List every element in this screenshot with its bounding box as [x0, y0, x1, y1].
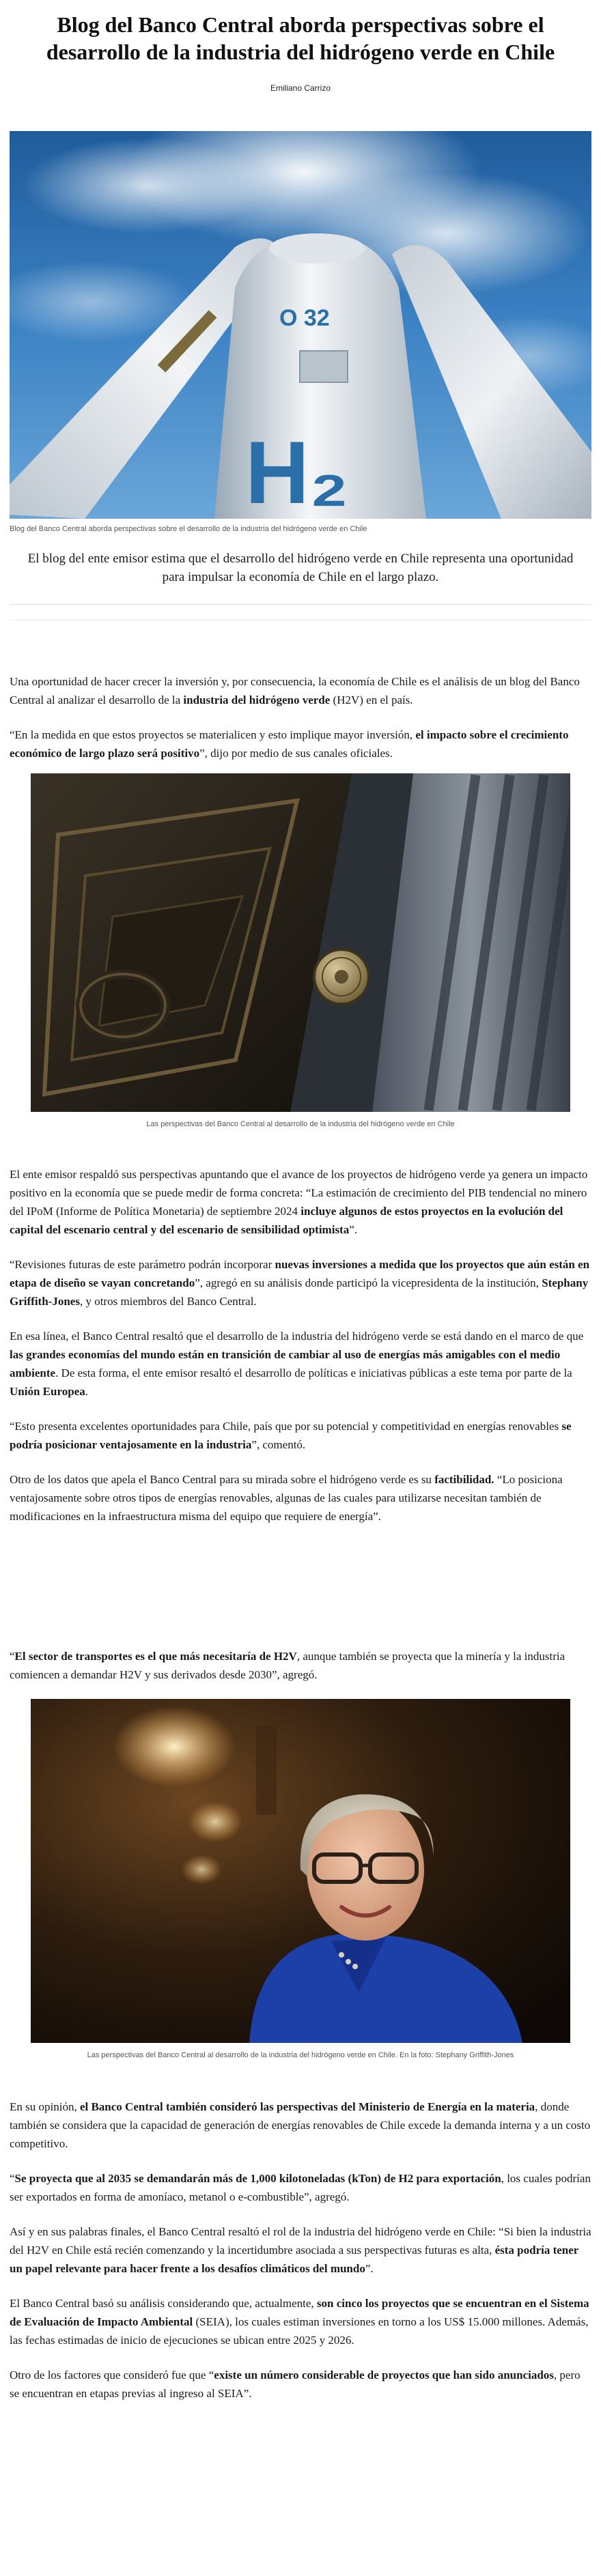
- paragraph-13: Otro de los factores que consideró fue que “existe un número considerable de proyectos que han sido anunciados, pero se encuentran en etapas previas al ingreso al SEIA”.: [10, 2369, 581, 2400]
- photo1-caption: Las perspectivas del Banco Central al desarrollo de la industria del hidrógeno verde en Chile: [146, 1120, 455, 1128]
- paragraph-4: “Revisiones futuras de este parámetro podrán incorporar nuevas inversiones a medida que los proyectos que aún están en etapa de diseño se vayan concretando”, agregó en su análisis donde participó la vicepresidenta de la institución, Stephany Griffith-Jones, y otros miembros del Banco Central.: [10, 1258, 590, 1308]
- tank-h2-label: H₂: [245, 423, 349, 519]
- article-body: [0, 672, 601, 2403]
- paragraph-12: El Banco Central basó su análisis considerando que, actualmente, son cinco los proyectos que se encuentran en el Sistema de Evaluación de Impacto Ambiental (SEIA), los cuales estiman inversiones en torno a los US$ 15.000 millones. Además, las fechas estimadas de inicio de ejecuciones se ubican entre 2025 y 2026.: [10, 2297, 589, 2347]
- paragraph-10: “Se proyecta que al 2035 se demandarán más de 1,000 kilotoneladas (kTon) de H2 para exportación, los cuales podrían ser exportados en forma de amoníaco, metanol o e-combustible”, agregó.: [10, 2172, 591, 2203]
- photo2-caption: Las perspectivas del Banco Central al desarrollo de la industria del hidrógeno verde en Chile. En la foto: Stephany Griffith-Jones: [87, 2051, 514, 2059]
- hero-caption: Blog del Banco Central aborda perspectivas sobre el desarrollo de la industria del hidrógeno verde en Chile: [10, 525, 367, 533]
- bank-door-illustration: [31, 773, 570, 1112]
- paragraph-7: Otro de los datos que apela el Banco Central para su mirada sobre el hidrógeno verde es su factibilidad. “Lo posiciona ventajosamente sobre otros tipos de energías renovables, algunas de las cuales para utilizarse necesitan también de modificaciones en la infraestructura misma del equipo que requiere de energía”.: [10, 1473, 563, 1523]
- article-author: Emiliano Carrizo: [270, 83, 331, 93]
- paragraph-2: “En la medida en que estos proyectos se materialicen y esto implique mayor inversión, el impacto sobre el crecimiento económico de largo plazo será positivo”, dijo por medio de sus canales oficiales.: [10, 728, 569, 760]
- paragraph-3: El ente emisor respaldó sus perspectivas apuntando que el avance de los proyectos de hidrógeno verde ya genera un impacto positivo en la economía que se puede medir de forma concreta: “La estimación de crecimiento del PIB tendencial no minero del IPoM (Informe de Política Monetaria) de septiembre 2024 incluye algunos de estos proyectos en la evolución del capital del escenario central y del escenario de sensibilidad optimista”.: [10, 1168, 588, 1236]
- hero-image-hydrogen-tanks: [10, 131, 591, 519]
- paragraph-8: “El sector de transportes es el que más necesitaría de H2V, aunque también se proyecta que la minería y la industria comiencen a demandar H2V y sus derivados desde 2030”, agregó.: [10, 1650, 565, 1681]
- paragraph-9: En su opinión, el Banco Central también consideró las perspectivas del Ministerio de Energía en la materia, donde también se considera que la capacidad de generación de energías renovables de Chile excede la demanda interna y a un costo competitivo.: [10, 2100, 591, 2150]
- photo-portrait: [31, 1699, 570, 2043]
- paragraph-1: Una oportunidad de hacer crecer la inversión y, por consecuencia, la economía de Chile es el análisis de un blog del Banco Central al analizar el desarrollo de la industria del hidrógeno verde (H2V) en el país.: [10, 675, 580, 706]
- paragraph-11: Así y en sus palabras finales, el Banco Central resaltó el rol de la industria del hidrógeno verde en Chile: “Si bien la industria del H2V en Chile está recién comenzando y la incertidumbre asociada a sus perspectivas futuras es alta, ésta podría tener un papel relevante para hacer frente a los desafíos climáticos del mundo”.: [10, 2225, 591, 2275]
- photo-bank-door: [31, 773, 570, 1112]
- divider: [10, 604, 591, 605]
- portrait-illustration: [31, 1699, 570, 2043]
- hydrogen-tanks-illustration: [10, 131, 591, 519]
- article-lead: El blog del ente emisor estima que el desarrollo del hidrógeno verde en Chile representa una oportunidad para impulsar la economía de Chile en el largo plazo.: [27, 552, 574, 584]
- tank-serial-text: O 32: [279, 305, 330, 331]
- paragraph-5: En esa línea, el Banco Central resaltó que el desarrollo de la industria del hidrógeno verde se está dando en el marco de que las grandes economías del mundo están en transición de cambiar al uso de energías más amigables con el medio ambiente. De esta forma, el ente emisor resaltó el desarrollo de políticas e iniciativas públicas a este tema por parte de la Unión Europea.: [10, 1330, 584, 1398]
- article-title: Blog del Banco Central aborda perspectivas sobre el desarrollo de la industria del hidrógeno verde en Chile: [46, 12, 555, 64]
- paragraph-6: “Esto presenta excelentes oportunidades para Chile, país que por su potencial y competitividad en energías renovables se podría posicionar ventajosamente en la industria”, comentó.: [10, 1420, 572, 1451]
